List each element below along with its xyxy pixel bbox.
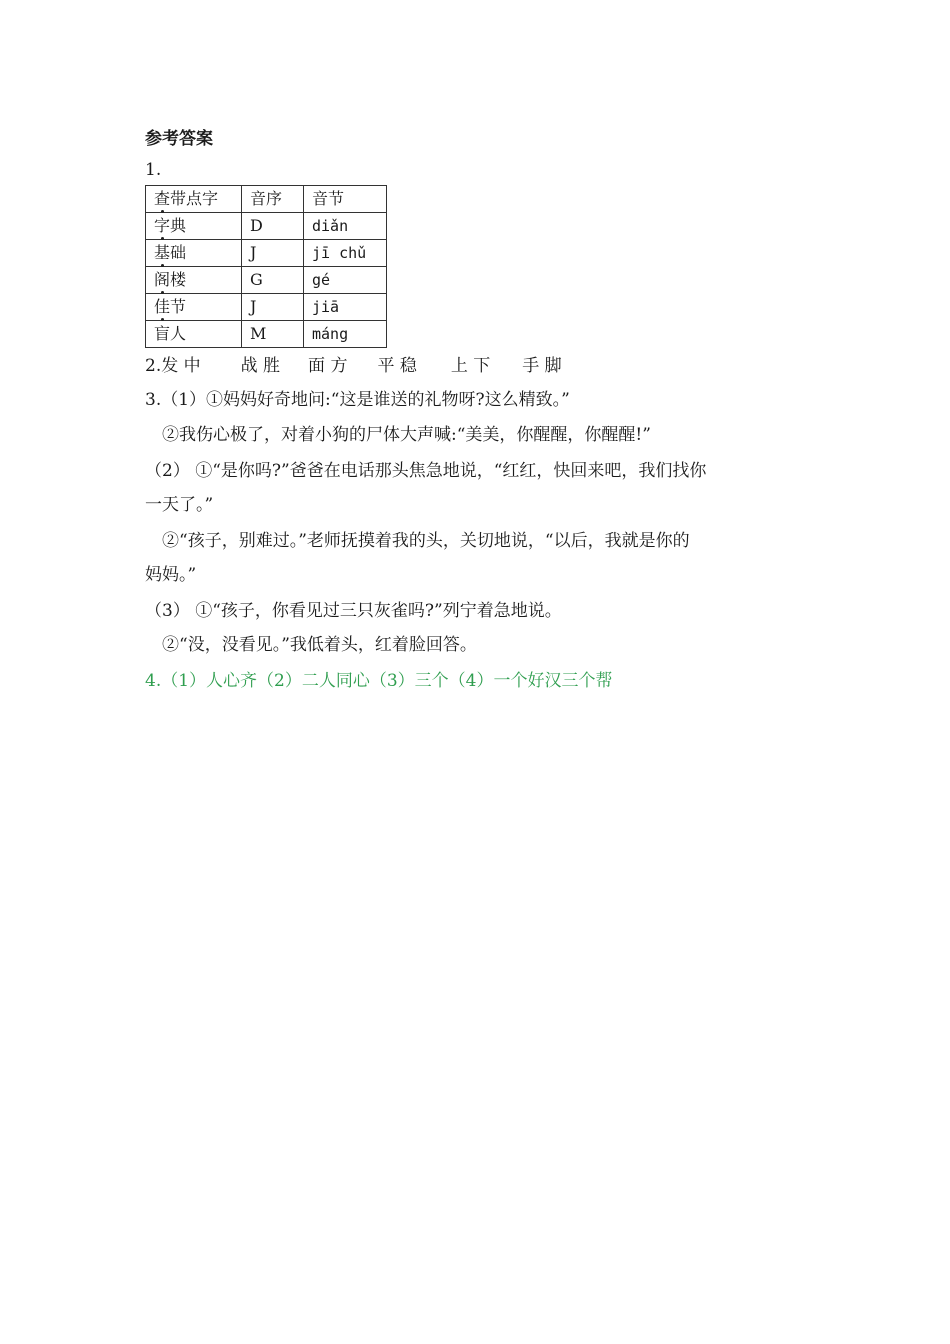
table-row — [146, 294, 387, 321]
table-row — [146, 213, 387, 240]
table-header-cell: 音序 — [242, 186, 304, 213]
question-3-line: ②我伤心极了，对着小狗的尸体大声喊:“美美，你醒醒，你醒醒!” — [162, 425, 651, 445]
table-cell-syllable: diǎn — [304, 213, 387, 240]
table-header-row — [146, 186, 387, 213]
table-cell-word — [146, 321, 242, 348]
answer-pair: 平 稳 — [377, 356, 417, 376]
table-cell-sequence: J — [242, 240, 304, 267]
dotted-character: 盲 — [154, 321, 170, 347]
table-cell-word — [146, 213, 242, 240]
question-3-line: （3） ①“孩子，你看见过三只灰雀吗?”列宁着急地说。 — [145, 601, 562, 621]
table-row — [146, 321, 387, 348]
character-lookup-table — [145, 185, 387, 348]
word-rest: 楼 — [170, 270, 187, 289]
table-header-cell: 查带点字 — [146, 186, 242, 213]
question-3-line: 一天了。” — [145, 495, 214, 515]
table-cell-syllable: máng — [304, 321, 387, 348]
table-cell-word — [146, 267, 242, 294]
question-3-line: ②“孩子，别难过。”老师抚摸着我的头，关切地说，“以后，我就是你的 — [162, 531, 690, 551]
word-rest: 础 — [170, 243, 187, 262]
answer-pair: 发 中 — [161, 356, 201, 376]
word-rest: 典 — [170, 216, 187, 235]
answer-pair: 上 下 — [450, 356, 491, 376]
dotted-character: 基 — [154, 240, 170, 266]
answer-pair: 面 方 — [308, 356, 348, 376]
dotted-character: 字 — [154, 213, 170, 239]
table-cell-syllable: jiā — [304, 294, 387, 321]
dotted-character: 佳 — [154, 294, 170, 320]
table-cell-word — [146, 240, 242, 267]
table-cell-sequence: M — [242, 321, 304, 348]
word-rest: 人 — [170, 324, 187, 343]
question-3-line: 3.（1）①妈妈好奇地问:“这是谁送的礼物呀?这么精致。” — [145, 390, 570, 410]
word-rest: 节 — [170, 297, 187, 316]
table-row — [146, 240, 387, 267]
question-3-line: （2） ①“是你吗?”爸爸在电话那头焦急地说，“红红，快回来吧，我们找你 — [145, 461, 707, 481]
page-title: 参考答案 — [145, 129, 213, 149]
question-3-line: 妈妈。” — [145, 565, 197, 585]
answer-pair: 战 胜 — [240, 356, 281, 376]
dotted-character: 阁 — [154, 267, 170, 293]
table-row — [146, 267, 387, 294]
table-cell-sequence: D — [242, 213, 304, 240]
table-cell-sequence: J — [242, 294, 304, 321]
answer-pair: 手 脚 — [522, 356, 562, 376]
question-1-label: 1. — [145, 160, 162, 180]
table-cell-word — [146, 294, 242, 321]
table-cell-syllable: gé — [304, 267, 387, 294]
table-header-cell: 音节 — [304, 186, 387, 213]
question-3-line: ②“没，没看见。”我低着头，红着脸回答。 — [162, 635, 477, 655]
question-2-label: 2. — [145, 356, 162, 376]
question-2-answer — [145, 354, 562, 378]
table-cell-sequence: G — [242, 267, 304, 294]
table-cell-syllable: jī chǔ — [304, 240, 387, 267]
question-4-answer: 4.（1）人心齐（2）二人同心（3）三个（4）一个好汉三个帮 — [145, 671, 613, 691]
